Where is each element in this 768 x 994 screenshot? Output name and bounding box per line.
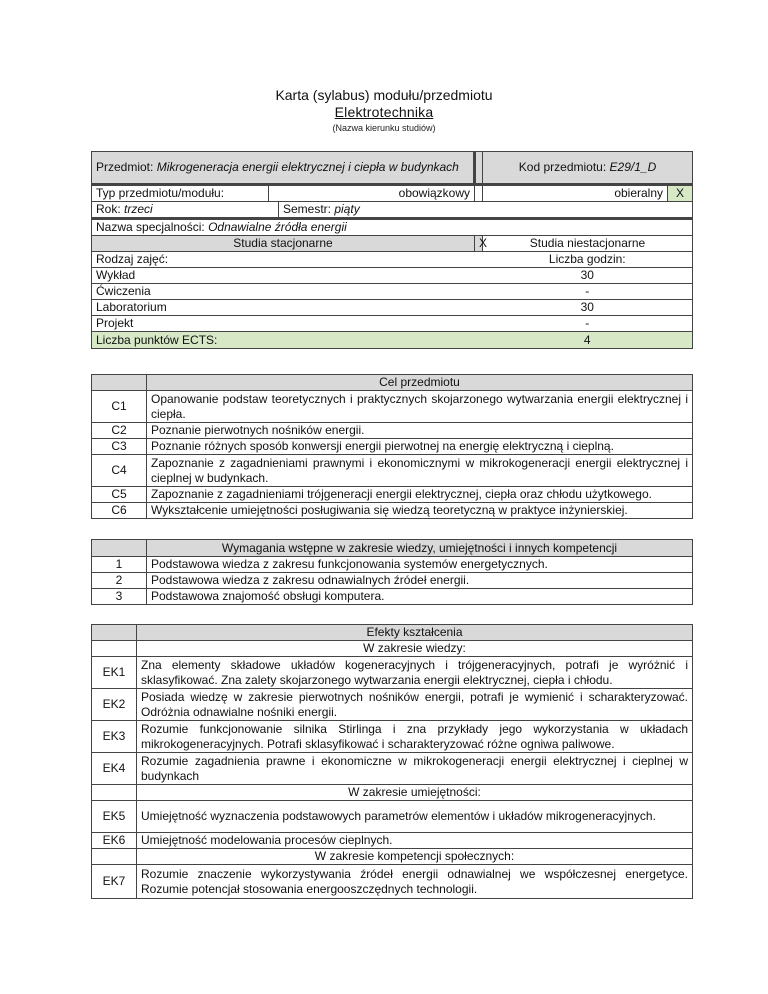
outcome-text: Zna elementy składowe układów kogeneracyjnych i trójgeneracyjnych, potrafi je wyróżnić i sklasyfikować. Zna zalety skojarzonego wytwarzania energii elektrycznej, ciepła i chłodu.: [137, 657, 693, 689]
specialization-cell: [92, 219, 693, 236]
hours-label: Liczba godzin:: [483, 252, 693, 268]
specialization-label: Nazwa specjalności:: [96, 220, 205, 234]
outcome-row: [92, 753, 693, 785]
class-name: Projekt: [92, 316, 483, 332]
type-elective-mark: X: [668, 185, 693, 202]
goal-row: [92, 487, 693, 503]
year-cell: [92, 202, 279, 219]
class-hours: 30: [483, 300, 693, 316]
knowledge-header-row: [92, 641, 693, 657]
parttime-label: Studia niestacjonarne: [483, 236, 693, 252]
classes-row: [92, 316, 693, 332]
outcome-code: EK3: [92, 721, 137, 753]
skills-title: W zakresie umiejętności:: [137, 785, 693, 801]
goal-code: C1: [92, 391, 147, 423]
subject-code: E29/1_D: [609, 160, 657, 174]
outcome-row: [92, 657, 693, 689]
outcome-code: EK4: [92, 753, 137, 785]
goal-code: C4: [92, 455, 147, 487]
goal-text: Wykształcenie umiejętności posługiwania się wiedzą teoretyczną w praktyce inżynierskiej.: [147, 503, 693, 519]
goal-text: Zapoznanie z zagadnieniami prawnymi i ekonomicznymi w mikrokogeneracji energii elektrycznej i cieplnej w budynkach.: [147, 455, 693, 487]
outcome-row: [92, 689, 693, 721]
class-hours: -: [483, 316, 693, 332]
goal-code: C6: [92, 503, 147, 519]
requirement-text: Podstawowa znajomość obsługi komputera.: [147, 589, 693, 605]
outcome-text: Rozumie znaczenie wykorzystywania źródeł energii odnawialnej we współczesnej energetyce. Rozumie potencjał stosowania energooszczędnych technologii.: [137, 865, 693, 899]
type-mandatory: obowiązkowy: [269, 185, 475, 202]
outcome-row: [92, 865, 693, 899]
requirement-text: Podstawowa wiedza z zakresu odnawialnych źródeł energii.: [147, 573, 693, 589]
goal-row: [92, 503, 693, 519]
goal-code: C3: [92, 439, 147, 455]
subject-code-cell: [483, 152, 693, 185]
class-hours: 30: [483, 268, 693, 284]
classes-row: [92, 300, 693, 316]
knowledge-title: W zakresie wiedzy:: [137, 641, 693, 657]
fulltime-mark: X: [475, 236, 483, 252]
outcome-text: Rozumie funkcjonowanie silnika Stirlinga i zna przykłady jego wykorzystania w układach mikrokogeneracyjnych. Potrafi sklasyfikować i scharakteryzować różne ogniwa paliwowe.: [137, 721, 693, 753]
skills-header-row: [92, 785, 693, 801]
outcome-row: [92, 801, 693, 833]
year-row: [92, 202, 693, 219]
goal-row: [92, 391, 693, 423]
outcome-code: EK1: [92, 657, 137, 689]
classes-header-row: [92, 252, 693, 268]
specialization-row: [92, 219, 693, 236]
type-row: [92, 185, 693, 202]
specialization-value: Odnawialne źródła energii: [208, 220, 347, 234]
subject-cell: [92, 152, 475, 185]
year-label: Rok:: [96, 202, 121, 216]
classes-row: [92, 284, 693, 300]
classes-row: [92, 268, 693, 284]
outcome-text: Umiejętność modelowania procesów cieplnych.: [137, 833, 693, 849]
requirement-row: [92, 589, 693, 605]
goal-text: Poznanie różnych sposób konwersji energii pierwotnej na energię elektryczną i cieplną.: [147, 439, 693, 455]
requirement-code: 2: [92, 573, 147, 589]
goal-row: [92, 439, 693, 455]
semester-cell: [279, 202, 693, 219]
requirements-header-row: [92, 540, 693, 557]
outcome-code: EK2: [92, 689, 137, 721]
outcome-text: Rozumie zagadnienia prawne i ekonomiczne w mikrokogeneracji energii elektrycznej i cieplnej w budynkach: [137, 753, 693, 785]
outcome-row: [92, 721, 693, 753]
page-header: [0, 86, 768, 135]
outcome-text: Umiejętność wyznaczenia podstawowych parametrów elementów i układów mikrogeneracyjnych.: [137, 801, 693, 833]
goal-text: Poznanie pierwotnych nośników energii.: [147, 423, 693, 439]
class-name: Ćwiczenia: [92, 284, 483, 300]
subject-code-label: Kod przedmiotu:: [518, 160, 607, 174]
outcomes-table: [91, 624, 693, 899]
subject-name: Mikrogeneracja energii elektrycznej i ciepła w budynkach: [156, 160, 459, 174]
goals-header-row: [92, 375, 693, 391]
goals-title: Cel przedmiotu: [147, 375, 693, 391]
requirement-code: 3: [92, 589, 147, 605]
field-of-study: Elektrotechnika: [334, 104, 434, 120]
class-name: Laboratorium: [92, 300, 483, 316]
semester-value: piąty: [334, 202, 360, 216]
outcomes-header-row: [92, 625, 693, 641]
outcome-code: EK7: [92, 865, 137, 899]
goal-row: [92, 423, 693, 439]
outcome-text: Posiada wiedzę w zakresie pierwotnych nośników energii, potrafi je wymienić i scharakteryzować. Odróżnia odnawialne nośniki energii.: [137, 689, 693, 721]
requirements-table: [91, 539, 693, 605]
field-of-study-note: (Nazwa kierunku studiów): [332, 123, 436, 133]
outcome-code: EK6: [92, 833, 137, 849]
subject-row: [92, 152, 693, 185]
requirement-row: [92, 557, 693, 573]
module-info-table: [91, 151, 693, 349]
subject-label: Przedmiot:: [96, 160, 154, 174]
document-title: Karta (sylabus) modułu/przedmiotu: [275, 87, 493, 103]
ects-label: Liczba punktów ECTS:: [92, 332, 483, 349]
ects-row: [92, 332, 693, 349]
requirement-text: Podstawowa wiedza z zakresu funkcjonowania systemów energetycznych.: [147, 557, 693, 573]
semester-label: Semestr:: [283, 202, 332, 216]
fulltime-label: Studia stacjonarne: [92, 236, 475, 252]
class-name: Wykład: [92, 268, 483, 284]
type-label: Typ przedmiotu/modułu:: [92, 185, 269, 202]
year-value: trzeci: [124, 202, 153, 216]
goal-text: Zapoznanie z zagadnieniami trójgeneracji energii elektrycznej, ciepła oraz chłodu użytkowego.: [147, 487, 693, 503]
requirement-code: 1: [92, 557, 147, 573]
goal-code: C5: [92, 487, 147, 503]
goal-text: Opanowanie podstaw teoretycznych i praktycznych skojarzonego wytwarzania energii elektrycznej i ciepła.: [147, 391, 693, 423]
goal-row: [92, 455, 693, 487]
classes-label: Rodzaj zajęć:: [92, 252, 475, 268]
requirement-row: [92, 573, 693, 589]
outcome-code: EK5: [92, 801, 137, 833]
outcome-row: [92, 833, 693, 849]
outcomes-title: Efekty kształcenia: [137, 625, 693, 641]
type-elective: obieralny: [483, 185, 668, 202]
social-title: W zakresie kompetencji społecznych:: [137, 849, 693, 865]
ects-value: 4: [483, 332, 693, 349]
goal-code: C2: [92, 423, 147, 439]
goals-table: [91, 374, 693, 519]
requirements-title: Wymagania wstępne w zakresie wiedzy, umiejętności i innych kompetencji: [147, 540, 693, 557]
study-mode-row: [92, 236, 693, 252]
class-hours: -: [483, 284, 693, 300]
social-header-row: [92, 849, 693, 865]
